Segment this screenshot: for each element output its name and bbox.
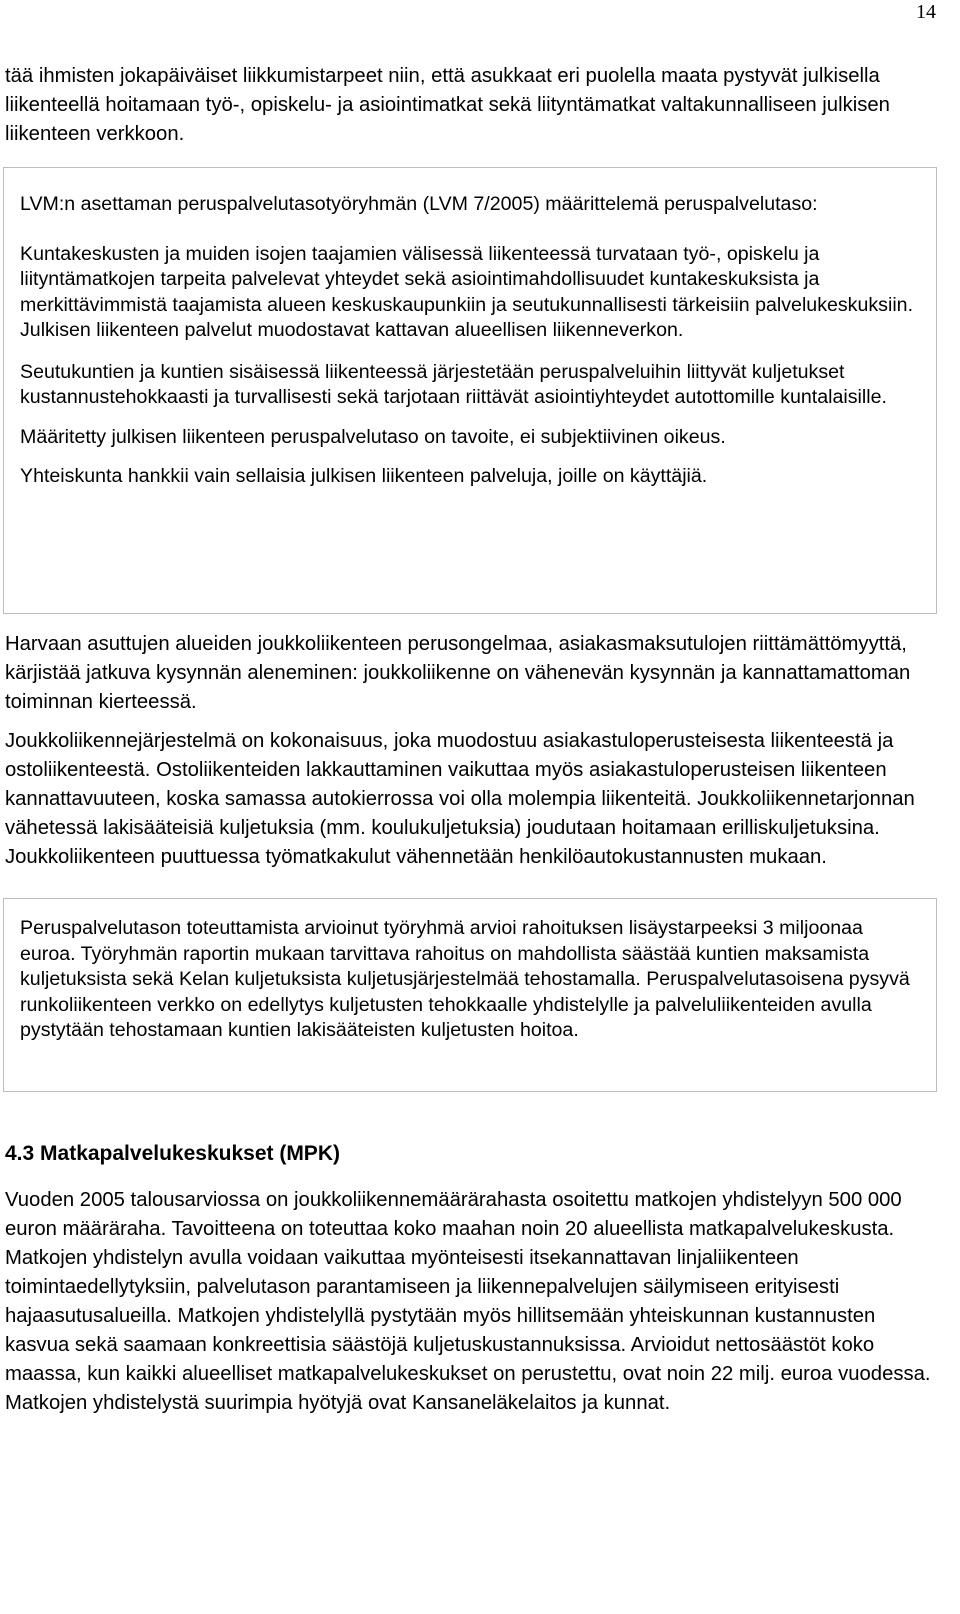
section-heading: 4.3 Matkapalvelukeskukset (MPK)	[5, 1142, 340, 1165]
document-body	[5, 62, 935, 1418]
body-text	[5, 630, 935, 872]
intro-paragraph: tää ihmisten jokapäiväiset liikkumistarpeet niin, että asukkaat eri puolella maata pystyvät julkisella liikenteellä hoitamaan työ-, opiskelu- ja asiointimatkat sekä liityntämatkat valtakunnalliseen julkisen liikenteen verkkoon.	[5, 65, 890, 145]
funding-box-text: Peruspalvelutason toteuttamista arvioinut työryhmä arvioi rahoituksen lisäystarpeeksi 3 miljoonaa euroa. Työryhmän raportin mukaan tarvittava rahoitus on mahdollista säästää kuntien maksamista kuljetuksista sekä Kelan kuljetuksista kuljetusjärjestelmää tehostamalla. Peruspalvelutasoisena pysyvä runkoliikenteen verkko on edellytys kuljetusten tehokkaalle yhdistelylle ja palveluliikenteiden avulla pystytään tehostamaan kuntien lakisääteisten kuljetusten hoitoa.	[20, 917, 910, 1041]
body-paragraph: Joukkoliikennejärjestelmä on kokonaisuus, joka muodostuu asiakastuloperusteisesta liikenteestä ja ostoliikenteestä. Ostoliikenteiden lakkauttaminen vaikuttaa myös asiakastuloperusteisen liikenteen kannattavuuteen, koska samassa autokierrossa voi olla molempia liikenteitä. Joukkoliikennetarjonnan vähetessä lakisääteisiä kuljetuksia (mm. koulukuljetuksia) joudutaan hoitamaan erilliskuljetuksina. Joukkoliikenteen puuttuessa työmatkakulut vähennetään henkilöautokustannusten mukaan.	[5, 730, 915, 868]
funding-box	[3, 898, 937, 1092]
page-number: 14	[916, 1, 936, 23]
definition-box-paragraph: Määritetty julkisen liikenteen peruspalvelutaso on tavoite, ei subjektiivinen oikeus.	[20, 425, 726, 448]
definition-box	[3, 167, 937, 614]
section-paragraph: Vuoden 2005 talousarviossa on joukkoliikennemäärärahasta osoitettu matkojen yhdistelyyn 500 000 euron määräraha. Tavoitteena on toteuttaa koko maahan noin 20 alueellista matkapalvelukeskusta. Matkojen yhdistelyn avulla voidaan vaikuttaa myönteisesti itsekannattavan linjaliikenteen toimintaedellytyksiin, palvelutason parantamiseen ja liikennepalvelujen säilymiseen erityisesti hajaasutusalueilla. Matkojen yhdistelyllä pystytään myös hillitsemään yhteiskunnan kustannusten kasvua sekä saamaan konkreettisia säästöjä kuljetuskustannuksissa. Arvioidut nettosäästöt koko maassa, kun kaikki alueelliset matkapalvelukeskukset on perustettu, ovat noin 22 milj. euroa vuodessa. Matkojen yhdistelystä suurimpia hyötyjä ovat Kansaneläkelaitos ja kunnat.	[5, 1189, 931, 1414]
definition-box-paragraph: Seutukuntien ja kuntien sisäisessä liikenteessä järjestetään peruspalveluihin liittyvät kuljetukset kustannustehokkaasti ja turvallisesti sekä tarjotaan riittävät asiointiyhteydet autottomille kuntalaisille.	[20, 360, 887, 408]
section-body	[5, 1186, 935, 1418]
definition-box-title: LVM:n asettaman peruspalvelutasotyöryhmän (LVM 7/2005) määrittelemä peruspalvelutaso:	[20, 193, 818, 215]
body-paragraph: Harvaan asuttujen alueiden joukkoliikenteen perusongelmaa, asiakasmaksutulojen riittämättömyyttä, kärjistää jatkuva kysynnän aleneminen: joukkoliikenne on vähenevän kysynnän ja kannattamattoman toiminnan kierteessä.	[5, 633, 911, 713]
definition-box-paragraph: Yhteiskunta hankkii vain sellaisia julkisen liikenteen palveluja, joille on käyttäjiä.	[20, 465, 708, 487]
definition-box-paragraph: Kuntakeskusten ja muiden isojen taajamien välisessä liikenteessä turvataan työ-, opiskelu ja liityntämatkojen tarpeita palvelevat yhteydet sekä asiointimahdollisuudet kuntakeskuksista ja merkittävimmistä taajamista alueen keskuskaupunkiin ja seutukunnallisesti tärkeisiin palvelukeskuksiin. Julkisen liikenteen palvelut muodostavat kattavan alueellisen liikenneverkon.	[20, 242, 914, 341]
